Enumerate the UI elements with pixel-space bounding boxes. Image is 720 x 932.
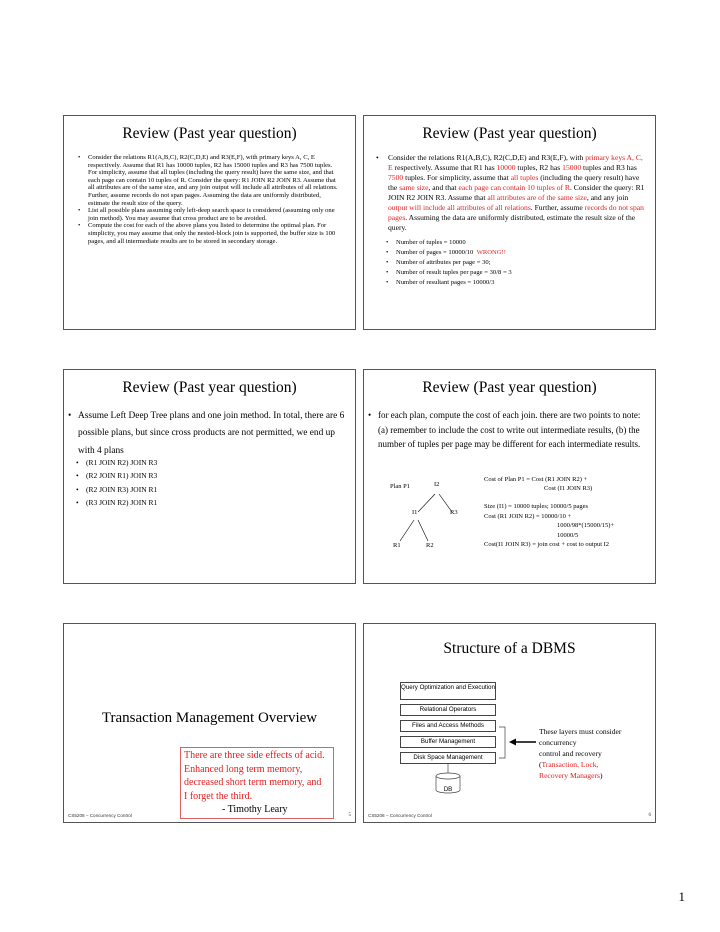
plan-label: Plan P1 xyxy=(390,483,411,490)
tree-edge xyxy=(418,520,428,541)
slide-1 xyxy=(63,115,356,330)
sub-bullet: • Number of tuples = 10000 xyxy=(382,238,647,248)
sub-bullet: • Number of pages = 10000/10 WRONG!! xyxy=(382,248,647,258)
bullet: • Assume Left Deep Tree plans and one join method. In total, there are 6 possible plans, but since cross products are not permitted, we end up with 4 plans xyxy=(64,408,349,460)
arrow-icon xyxy=(509,739,516,746)
layer-relational-operators: Relational Operators xyxy=(400,704,496,716)
layer-files-access: Files and Access Methods xyxy=(400,720,496,732)
sub-bullet: • Number of attributes per page = 30; xyxy=(382,258,647,268)
bullet-list xyxy=(364,408,647,452)
cost-line: Cost (I1 JOIN R3) xyxy=(544,485,593,492)
node-r2: R2 xyxy=(426,542,434,549)
slide-6 xyxy=(363,623,656,823)
plan-list xyxy=(64,456,349,510)
bullet: • for each plan, compute the cost of each join. there are two points to note: (a) remember to include the cost to write out intermediate results, (b) the number of tuples per page may be different for each intermediate results. xyxy=(364,408,647,452)
slide-4 xyxy=(363,369,656,584)
quote-line: There are three side effects of acid. xyxy=(184,750,325,761)
cost-line: Cost of Plan P1 = Cost (R1 JOIN R2) + xyxy=(484,476,588,483)
plan-item: • (R2 JOIN R1) JOIN R3 xyxy=(64,469,349,482)
sub-bullet: • Number of resultant pages = 10000/3 xyxy=(382,278,647,288)
tree-edge xyxy=(400,520,414,541)
slide-footer: CS5208 – Concurrency Control xyxy=(368,813,432,818)
slide-5 xyxy=(63,623,356,823)
sub-bullet: • Number of result tuples per page = 30/8 = 3 xyxy=(382,268,647,278)
slide-title: Review (Past year question) xyxy=(122,379,297,396)
bullet: • Compute the cost for each of the above plans you listed to determine the optimal plan. For simplicity, you may assume that only the nested-block join is supported, the buffer size is 100 pages, and all intermediate results are to be stored in secondary storage. xyxy=(74,222,341,245)
cost-line: 1000/98*(15000/15)+ xyxy=(557,522,615,529)
quote-line: Enhanced long term memory, xyxy=(184,763,303,775)
quote-author: - Timothy Leary xyxy=(222,804,288,815)
node-r3: R3 xyxy=(450,509,458,516)
node-r1: R1 xyxy=(393,542,401,549)
slide-2 xyxy=(363,115,656,330)
quote-line: decreased short term memory, and xyxy=(184,777,322,788)
cost-line: Cost (R1 JOIN R2) = 10000/10 + xyxy=(484,513,572,520)
page-number: 1 xyxy=(678,889,685,904)
node-i1: I1 xyxy=(412,509,418,516)
slide-number: 6 xyxy=(648,813,651,818)
bullet-list xyxy=(368,153,647,233)
bullet: • Consider the relations R1(A,B,C), R2(C,D,E) and R3(E,F), with primary keys A, C, E respectively. Assume that R1 has 10000 tuples, R2 has 15000 tuples and R3 has 7500 tuples. For simplicity, assume that all tuples (including the query result) have the same size, and that each page can contain 10 tuples of R. Consider the query: R1 JOIN R2 JOIN R3. Assume that all attributes are of the same size, and any join output will include all attributes of all relations. Further, assume records do not span pages. Assuming the data are uniformly distributed, estimate the result size of the query. xyxy=(74,154,341,207)
bullet: • Consider the relations R1(A,B,C), R2(C,D,E) and R3(E,F), with primary keys A, C, E respectively. Assume that R1 has 10000 tuples, R2 has 15000 tuples and R3 has 7500 tuples. For simplicity, assume that all tuples (including the query result) have the same size, and that each page can contain 10 tuples of R. Consider the query: R1 JOIN R2 JOIN R3. Assume that all attributes are of the same size, and any join output will include all attributes of all relations. Further, assume records do not span pages. Assuming the data are uniformly distributed, estimate the result size of the query. xyxy=(368,153,647,233)
slide-3 xyxy=(63,369,356,584)
slide-title: Review (Past year question) xyxy=(422,125,597,142)
layers-note: These layers must consider concurrency control and recovery (Transaction, Lock, Recovery Managers) xyxy=(539,727,622,780)
plan-item: • (R2 JOIN R3) JOIN R1 xyxy=(64,483,349,496)
layer-disk-space: Disk Space Management xyxy=(400,752,496,764)
join-tree-diagram xyxy=(364,470,484,585)
layer-buffer-management: Buffer Management xyxy=(400,736,496,748)
slide-title: Review (Past year question) xyxy=(422,379,597,396)
size-line: Size (I1) = 10000 tuples; 10000/5 pages xyxy=(484,503,589,510)
db-label: DB xyxy=(443,786,453,793)
node-i2: I2 xyxy=(434,481,440,488)
layers-bracket xyxy=(499,727,505,758)
bullet-list xyxy=(64,408,349,460)
layer-query-optimization: Query Optimization and Execution xyxy=(400,682,496,700)
slide-title: Transaction Management Overview xyxy=(101,710,318,726)
bullet: • List all possible plans assuming only left-deep search space is considered (assuming only one join method). You may assume that cross product are to be avoided. xyxy=(74,207,341,222)
slide-number: 5 xyxy=(348,813,351,818)
quote-box xyxy=(180,747,334,819)
slide-title: Structure of a DBMS xyxy=(443,640,576,657)
plan-item: • (R1 JOIN R2) JOIN R3 xyxy=(64,456,349,469)
dbms-diagram-lines xyxy=(364,624,657,824)
wrong-note: WRONG!! xyxy=(476,249,506,256)
sub-bullet-list xyxy=(382,238,647,288)
slide-footer: CS5208 – Concurrency Control xyxy=(68,813,132,818)
plan-item: • (R3 JOIN R2) JOIN R1 xyxy=(64,496,349,509)
cost-line: 10000/5 xyxy=(557,532,579,539)
cost-line: Cost(I1 JOIN R3) = join cost + cost to output I2 xyxy=(484,541,610,548)
bullet-list xyxy=(74,154,341,245)
tree-edge xyxy=(418,494,435,512)
quote-line: I forget the third. xyxy=(184,790,253,802)
slide-title: Review (Past year question) xyxy=(122,125,297,142)
